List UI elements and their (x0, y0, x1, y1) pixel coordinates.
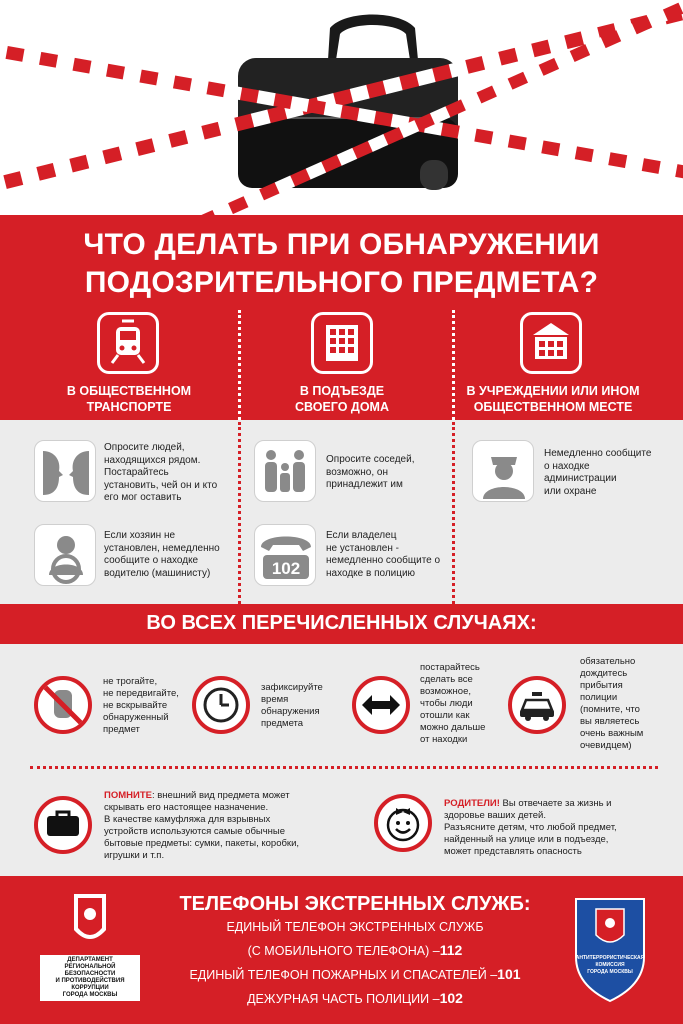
institution-building-icon (520, 312, 582, 374)
clock-icon (192, 676, 250, 734)
parents-note: РОДИТЕЛИ! Вы отвечаете за жизнь и здоровье ваших детей. Разъясните детям, что любой предмет, найденный на улице или в подъезде, может представлять опасность (444, 798, 617, 857)
category-transport-label: В ОБЩЕСТВЕННОМ ТРАНСПОРТЕ (66, 384, 192, 414)
family-icon (254, 440, 316, 502)
phone-102-icon (254, 524, 316, 586)
category-home-label: В ПОДЪЕЗДЕ СВОЕГО ДОМА (295, 384, 389, 414)
no-touch-hand-icon (34, 676, 92, 734)
bag-with-tape-illustration (0, 0, 683, 215)
antiterror-commission-emblem (570, 893, 650, 1005)
title-line-1: ЧТО ДЕЛАТЬ ПРИ ОБНАРУЖЕНИИ (83, 228, 600, 261)
double-arrow-icon (352, 676, 410, 734)
hero-image (0, 0, 683, 215)
page-title (0, 226, 683, 302)
rule-do-not-touch: не трогайте, не передвигайте, не вскрывайте обнаруженный предмет (103, 676, 179, 735)
tip-tell-admin: Немедленно сообщите о находке администрации или охране (544, 448, 652, 497)
phone-badge: 102 (271, 559, 301, 578)
tip-ask-neighbors: Опросите соседей, возможно, он принадлежит им (326, 454, 415, 490)
child-face-icon (374, 794, 432, 852)
tip-call-police: Если владелец не установлен - немедленно сообщите о находке в полицию (326, 530, 441, 579)
train-icon (97, 312, 159, 374)
divider-1-top (238, 310, 241, 420)
tip-ask-people: Опросите людей, находящихся рядом. Постарайтесь установить, чей он и кто его мог оставить (104, 442, 218, 503)
emergency-line-112: (С МОБИЛЬНОГО ТЕЛЕФОНА) –112 (247, 942, 463, 958)
all-cases-title: ВО ВСЕХ ПЕРЕЧИСЛЕННЫХ СЛУЧАЯХ: (146, 612, 537, 634)
remember-note: ПОМНИТЕ: внешний вид предмета может скрывать его настоящее назначение. В качестве камуфляжа для взрывных устройств используются самые обычные бытовые предметы: сумки, пакеты, коробки, игрушки и т.п. (104, 790, 300, 861)
police-car-icon (508, 676, 566, 734)
rule-record-time: зафиксируйте время обнаружения предмета (261, 682, 323, 729)
rule-move-people-away: постарайтесь сделать все возможное, чтобы люди отошли как можно дальше от находки (420, 662, 486, 745)
svg-text:АНТИТЕРРОРИСТИЧЕСКАЯ: АНТИТЕРРОРИСТИЧЕСКАЯ (575, 955, 645, 961)
emergency-line-102: ДЕЖУРНАЯ ЧАСТЬ ПОЛИЦИИ –102 (247, 990, 463, 1006)
emergency-line-1: ЕДИНЫЙ ТЕЛЕФОН ЭКСТРЕННЫХ СЛУЖБ (226, 920, 484, 934)
emergency-line-101: ЕДИНЫЙ ТЕЛЕФОН ПОЖАРНЫХ И СПАСАТЕЛЕЙ –101 (189, 966, 521, 982)
category-institution-label: В УЧРЕЖДЕНИИ ИЛИ ИНОМ ОБЩЕСТВЕННОМ МЕСТЕ (466, 384, 640, 414)
driver-icon (34, 524, 96, 586)
title-line-2: ПОДОЗРИТЕЛЬНОГО ПРЕДМЕТА? (84, 266, 599, 299)
tip-tell-driver: Если хозяин не установлен, немедленно сообщите о находке водителю (машинисту) (104, 530, 220, 579)
svg-text:ГОРОДА МОСКВЫ: ГОРОДА МОСКВЫ (587, 969, 633, 975)
apartment-building-icon (311, 312, 373, 374)
emergency-phones-title: ТЕЛЕФОНЫ ЭКСТРЕННЫХ СЛУЖБ: (179, 893, 531, 915)
rule-wait-for-police: обязательно дождитесь прибытия полиции (помните, что вы являетесь очень важным очевидцем) (580, 656, 644, 751)
people-faces-icon (34, 440, 96, 502)
svg-text:КОМИССИЯ: КОМИССИЯ (595, 962, 625, 968)
bag-icon (34, 796, 92, 854)
divider-1 (238, 422, 241, 604)
divider-2-top (452, 310, 455, 420)
section-divider (30, 766, 658, 769)
divider-2 (452, 422, 455, 604)
left-emblem-caption: ДЕПАРТАМЕНТ РЕГИОНАЛЬНОЙ БЕЗОПАСНОСТИ И ПРОТИВОДЕЙСТВИЯ КОРРУПЦИИ ГОРОДА МОСКВЫ (40, 955, 140, 1001)
security-guard-icon (472, 440, 534, 502)
